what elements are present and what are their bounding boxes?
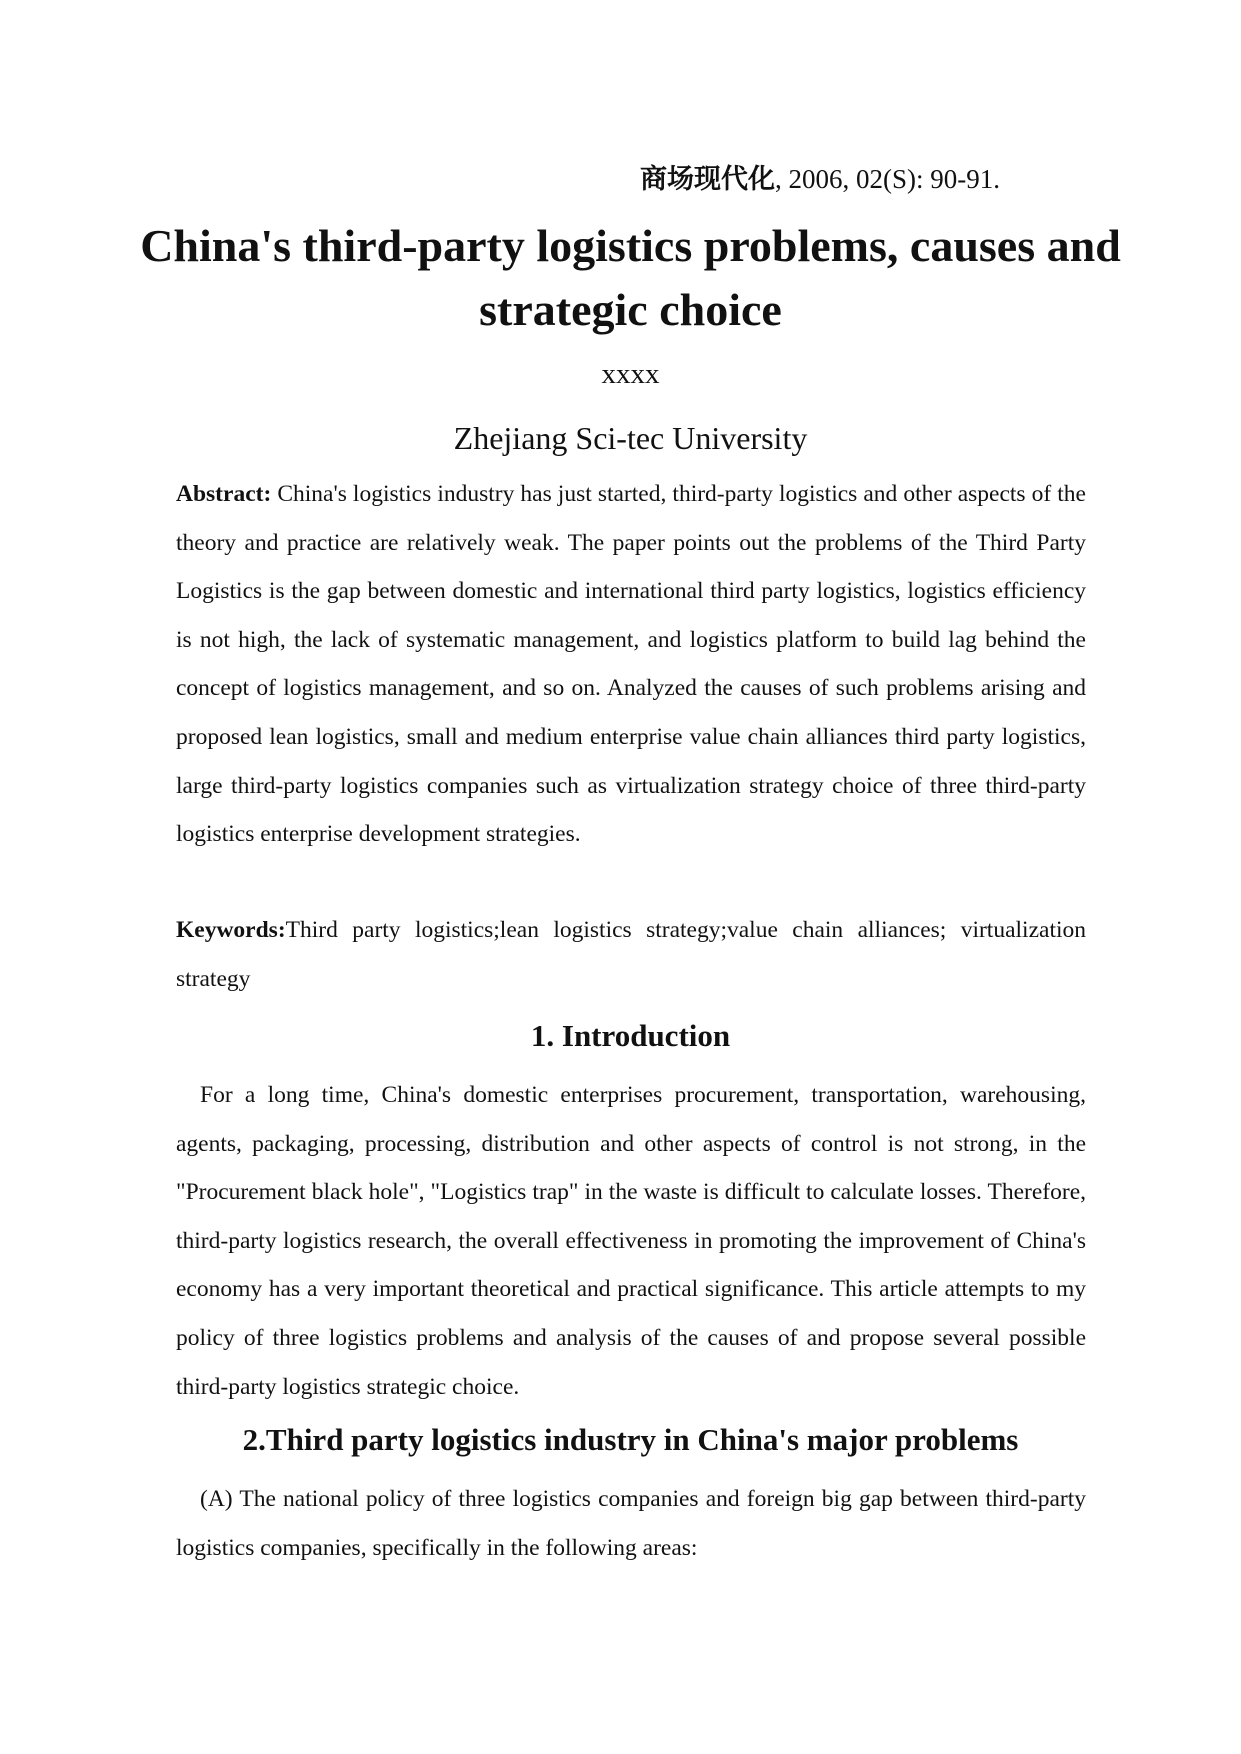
section-heading-introduction: 1. Introduction xyxy=(530,1018,731,1053)
author-name: xxxx xyxy=(601,358,660,390)
keywords-text: Third party logistics;lean logistics strategy;value chain alliances; virtualization strategy xyxy=(176,917,1086,992)
abstract-text: China's logistics industry has just started, third-party logistics and other aspects of the theory and practice are relatively weak. The paper points out the problems of the Third Party Logistics is the gap between domestic and international third party logistics, logistics efficiency is not high, the lack of systematic management, and logistics platform to build lag behind the concept of logistics management, and so on. Analyzed the causes of such problems arising and proposed lean logistics, small and medium enterprise value chain alliances third party logistics, large third-party logistics companies such as virtualization strategy choice of three third-party logistics enterprise development strategies. xyxy=(176,481,1086,848)
keywords-label: Keywords: xyxy=(176,917,286,943)
abstract-label: Abstract: xyxy=(176,481,272,507)
abstract xyxy=(176,470,1086,859)
citation-details: , 2006, 02(S): 90-91. xyxy=(775,164,1000,194)
citation xyxy=(640,163,1000,195)
journal-name: 商场现代化 xyxy=(640,164,775,194)
author-affiliation: Zhejiang Sci-tec University xyxy=(453,420,808,456)
keywords xyxy=(176,906,1086,1003)
introduction-paragraph: For a long time, China's domestic enterprises procurement, transportation, warehousing, agents, packaging, processing, distribution and other aspects of control is not strong, in the "Procurement black hole", "Logistics trap" in the waste is difficult to calculate losses. Therefore, third-party logistics research, the overall effectiveness in promoting the improvement of China's economy has a very important theoretical and practical significance. This article attempts to my policy of three logistics problems and analysis of the causes of and propose several possible third-party logistics strategic choice. xyxy=(176,1082,1086,1400)
problems-paragraph: (A) The national policy of three logistics companies and foreign big gap between third-party logistics companies, specifically in the following areas: xyxy=(176,1486,1086,1561)
paper-title: China's third-party logistics problems, causes and strategic choice xyxy=(140,220,1121,335)
section-heading-problems: 2.Third party logistics industry in China's major problems xyxy=(242,1422,1019,1457)
